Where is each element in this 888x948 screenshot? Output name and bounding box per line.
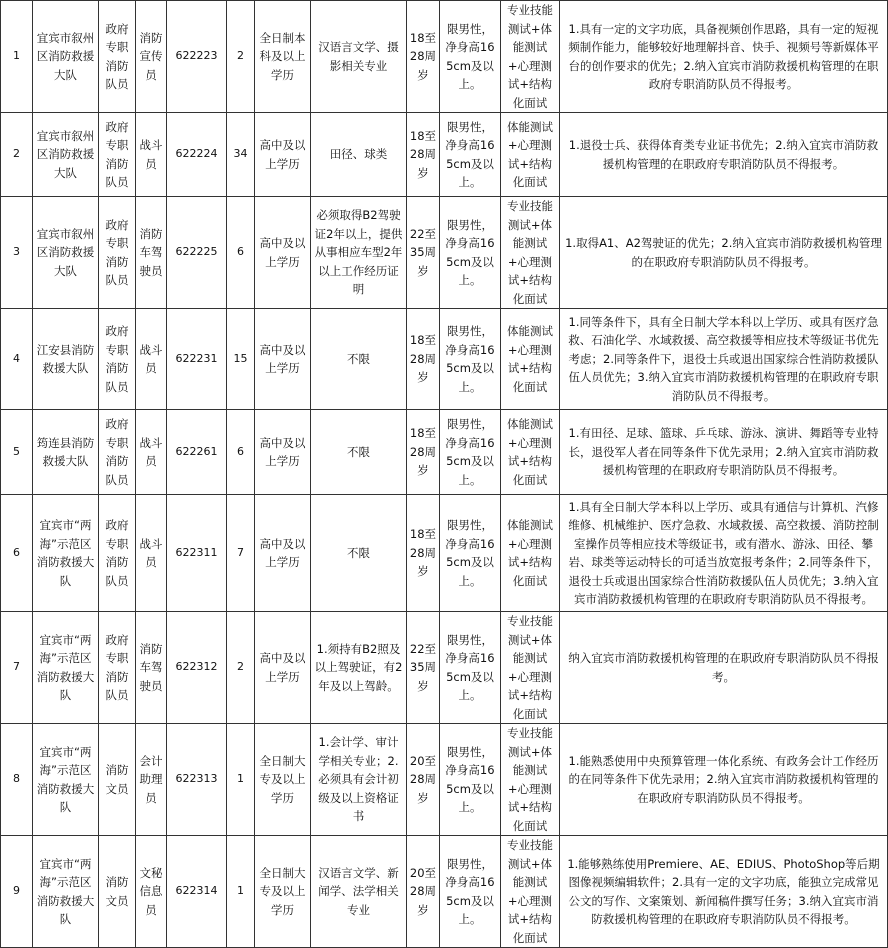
- headcount-cell: 2: [227, 1, 255, 113]
- education-cell: 高中及以上学历: [255, 410, 311, 495]
- education-cell: 全日制大专及以上学历: [255, 836, 311, 948]
- unit-cell: 宜宾市“两海”示范区消防救援大队: [33, 724, 99, 836]
- conditions-cell: 限男性，净身高165cm及以上。: [440, 197, 501, 309]
- table-row: [1, 1, 888, 113]
- remarks-cell: 纳入宜宾市消防救援机构管理的在职政府专职消防队员不得报考。: [560, 612, 888, 724]
- post-name-cell: 消防宣传员: [136, 1, 167, 113]
- major-cell: 1.会计学、审计学相关专业；2.必须具有会计初级及以上资格证书: [311, 724, 407, 836]
- education-cell: 高中及以上学历: [255, 309, 311, 410]
- table-row: [1, 495, 888, 612]
- post-name-cell: 消防车驾驶员: [136, 197, 167, 309]
- table-row: [1, 410, 888, 495]
- unit-cell: 筠连县消防救援大队: [33, 410, 99, 495]
- major-cell: 汉语言文学、摄影相关专业: [311, 1, 407, 113]
- unit-cell: 宜宾市叙州区消防救援大队: [33, 197, 99, 309]
- education-cell: 高中及以上学历: [255, 495, 311, 612]
- unit-cell: 宜宾市“两海”示范区消防救援大队: [33, 836, 99, 948]
- age-cell: 22至35周岁: [407, 612, 440, 724]
- post-code-cell: 622311: [167, 495, 227, 612]
- conditions-cell: 限男性，净身高165cm及以上。: [440, 495, 501, 612]
- age-cell: 20至28周岁: [407, 836, 440, 948]
- test-method-cell: 专业技能测试+体能测试+心理测试+结构化面试: [501, 1, 560, 113]
- education-cell: 全日制本科及以上学历: [255, 1, 311, 113]
- table-row: [1, 612, 888, 724]
- staff-type-cell: 政府专职消防队员: [99, 495, 136, 612]
- headcount-cell: 15: [227, 309, 255, 410]
- remarks-cell: 1.能熟悉使用中央预算管理一体化系统、有政务会计工作经历的在同等条件下优先录用；2.纳入宜宾市消防救援机构管理的在职政府专职消防队员不得报考。: [560, 724, 888, 836]
- post-code-cell: 622313: [167, 724, 227, 836]
- unit-cell: 江安县消防救援大队: [33, 309, 99, 410]
- education-cell: 高中及以上学历: [255, 612, 311, 724]
- headcount-cell: 6: [227, 197, 255, 309]
- age-cell: 18至28周岁: [407, 113, 440, 197]
- unit-cell: 宜宾市“两海”示范区消防救援大队: [33, 495, 99, 612]
- row-number: 6: [1, 495, 33, 612]
- education-cell: 高中及以上学历: [255, 113, 311, 197]
- education-cell: 高中及以上学历: [255, 197, 311, 309]
- conditions-cell: 限男性，净身高165cm及以上。: [440, 836, 501, 948]
- row-number: 9: [1, 836, 33, 948]
- age-cell: 18至28周岁: [407, 495, 440, 612]
- age-cell: 18至28周岁: [407, 309, 440, 410]
- post-code-cell: 622314: [167, 836, 227, 948]
- conditions-cell: 限男性，净身高165cm及以上。: [440, 113, 501, 197]
- test-method-cell: 专业技能测试+体能测试+心理测试+结构化面试: [501, 724, 560, 836]
- test-method-cell: 体能测试+心理测试+结构化面试: [501, 410, 560, 495]
- post-code-cell: 622223: [167, 1, 227, 113]
- post-name-cell: 会计助理员: [136, 724, 167, 836]
- staff-type-cell: 政府专职消防队员: [99, 1, 136, 113]
- education-cell: 全日制大专及以上学历: [255, 724, 311, 836]
- age-cell: 18至28周岁: [407, 1, 440, 113]
- table-row: [1, 309, 888, 410]
- conditions-cell: 限男性，净身高165cm及以上。: [440, 612, 501, 724]
- row-number: 7: [1, 612, 33, 724]
- age-cell: 20至28周岁: [407, 724, 440, 836]
- major-cell: 不限: [311, 495, 407, 612]
- headcount-cell: 2: [227, 612, 255, 724]
- staff-type-cell: 政府专职消防队员: [99, 113, 136, 197]
- table-row: [1, 197, 888, 309]
- test-method-cell: 专业技能测试+体能测试+心理测试+结构化面试: [501, 197, 560, 309]
- staff-type-cell: 消防文员: [99, 724, 136, 836]
- post-name-cell: 消防车驾驶员: [136, 612, 167, 724]
- remarks-cell: 1.退役士兵、获得体育类专业证书优先；2.纳入宜宾市消防救援机构管理的在职政府专职消防队员不得报考。: [560, 113, 888, 197]
- headcount-cell: 1: [227, 836, 255, 948]
- headcount-cell: 1: [227, 724, 255, 836]
- unit-cell: 宜宾市叙州区消防救援大队: [33, 1, 99, 113]
- test-method-cell: 专业技能测试+体能测试+心理测试+结构化面试: [501, 836, 560, 948]
- table-row: [1, 724, 888, 836]
- row-number: 4: [1, 309, 33, 410]
- post-code-cell: 622224: [167, 113, 227, 197]
- post-code-cell: 622225: [167, 197, 227, 309]
- conditions-cell: 限男性，净身高165cm及以上。: [440, 724, 501, 836]
- major-cell: 1.须持有B2照及以上驾驶证，有2年及以上驾龄。: [311, 612, 407, 724]
- major-cell: 不限: [311, 309, 407, 410]
- post-name-cell: 文秘信息员: [136, 836, 167, 948]
- conditions-cell: 限男性，净身高165cm及以上。: [440, 410, 501, 495]
- post-code-cell: 622231: [167, 309, 227, 410]
- remarks-cell: 1.有田径、足球、篮球、乒乓球、游泳、演讲、舞蹈等专业特长，退役军人者在同等条件下优先录用；2.纳入宜宾市消防救援机构管理的在职政府专职消防队员不得报考。: [560, 410, 888, 495]
- major-cell: 不限: [311, 410, 407, 495]
- staff-type-cell: 政府专职消防队员: [99, 612, 136, 724]
- age-cell: 22至35周岁: [407, 197, 440, 309]
- staff-type-cell: 消防文员: [99, 836, 136, 948]
- headcount-cell: 7: [227, 495, 255, 612]
- unit-cell: 宜宾市“两海”示范区消防救援大队: [33, 612, 99, 724]
- row-number: 8: [1, 724, 33, 836]
- row-number: 5: [1, 410, 33, 495]
- remarks-cell: 1.具有全日制大学本科以上学历、或具有通信与计算机、汽修维修、机械维护、医疗急救、水域救援、高空救援、消防控制室操作员等相应技术等级证书，或有潜水、游泳、田径、攀岩、球类等运动特长的可适当放宽报考条件；2.同等条件下，退役士兵或退出国家综合性消防救援队伍人员优先；3.纳入宜宾市消防救援机构管理的在职政府专职消防队员不得报考。: [560, 495, 888, 612]
- remarks-cell: 1.能够熟练使用Premiere、AE、EDIUS、PhotoShop等后期图像视频编辑软件；2.具有一定的文字功底，能独立完成常见公文的写作、文案策划、新闻稿件撰写任务；3.纳入宜宾市消防救援机构管理的在职政府专职消防队员不得报考。: [560, 836, 888, 948]
- post-name-cell: 战斗员: [136, 113, 167, 197]
- staff-type-cell: 政府专职消防队员: [99, 197, 136, 309]
- test-method-cell: 体能测试+心理测试+结构化面试: [501, 113, 560, 197]
- conditions-cell: 限男性，净身高165cm及以上。: [440, 1, 501, 113]
- major-cell: 汉语言文学、新闻学、法学相关专业: [311, 836, 407, 948]
- table-row: [1, 113, 888, 197]
- post-name-cell: 战斗员: [136, 495, 167, 612]
- post-name-cell: 战斗员: [136, 309, 167, 410]
- age-cell: 18至28周岁: [407, 410, 440, 495]
- conditions-cell: 限男性，净身高165cm及以上。: [440, 309, 501, 410]
- post-name-cell: 战斗员: [136, 410, 167, 495]
- table-row: [1, 836, 888, 948]
- staff-type-cell: 政府专职消防队员: [99, 309, 136, 410]
- row-number: 2: [1, 113, 33, 197]
- headcount-cell: 34: [227, 113, 255, 197]
- headcount-cell: 6: [227, 410, 255, 495]
- unit-cell: 宜宾市叙州区消防救援大队: [33, 113, 99, 197]
- staff-type-cell: 政府专职消防队员: [99, 410, 136, 495]
- test-method-cell: 体能测试+心理测试+结构化面试: [501, 495, 560, 612]
- test-method-cell: 专业技能测试+体能测试+心理测试+结构化面试: [501, 612, 560, 724]
- post-code-cell: 622312: [167, 612, 227, 724]
- row-number: 1: [1, 1, 33, 113]
- remarks-cell: 1.同等条件下，具有全日制大学本科以上学历、或具有医疗急救、石油化学、水域救援、高空救援等相应技术等级证书优先考虑；2.同等条件下，退役士兵或退出国家综合性消防救援队伍人员优先；3.纳入宜宾市消防救援机构管理的在职政府专职消防队员不得报考。: [560, 309, 888, 410]
- remarks-cell: 1.取得A1、A2驾驶证的优先；2.纳入宜宾市消防救援机构管理的在职政府专职消防队员不得报考。: [560, 197, 888, 309]
- major-cell: 田径、球类: [311, 113, 407, 197]
- remarks-cell: 1.具有一定的文字功底，具备视频创作思路，具有一定的短视频制作能力，能够较好地理解抖音、快手、视频号等新媒体平台的创作要求的优先；2.纳入宜宾市消防救援机构管理的在职政府专职消防队员不得报考。: [560, 1, 888, 113]
- test-method-cell: 体能测试+心理测试+结构化面试: [501, 309, 560, 410]
- major-cell: 必须取得B2驾驶证2年以上，提供从事相应车型2年以上工作经历证明: [311, 197, 407, 309]
- post-code-cell: 622261: [167, 410, 227, 495]
- row-number: 3: [1, 197, 33, 309]
